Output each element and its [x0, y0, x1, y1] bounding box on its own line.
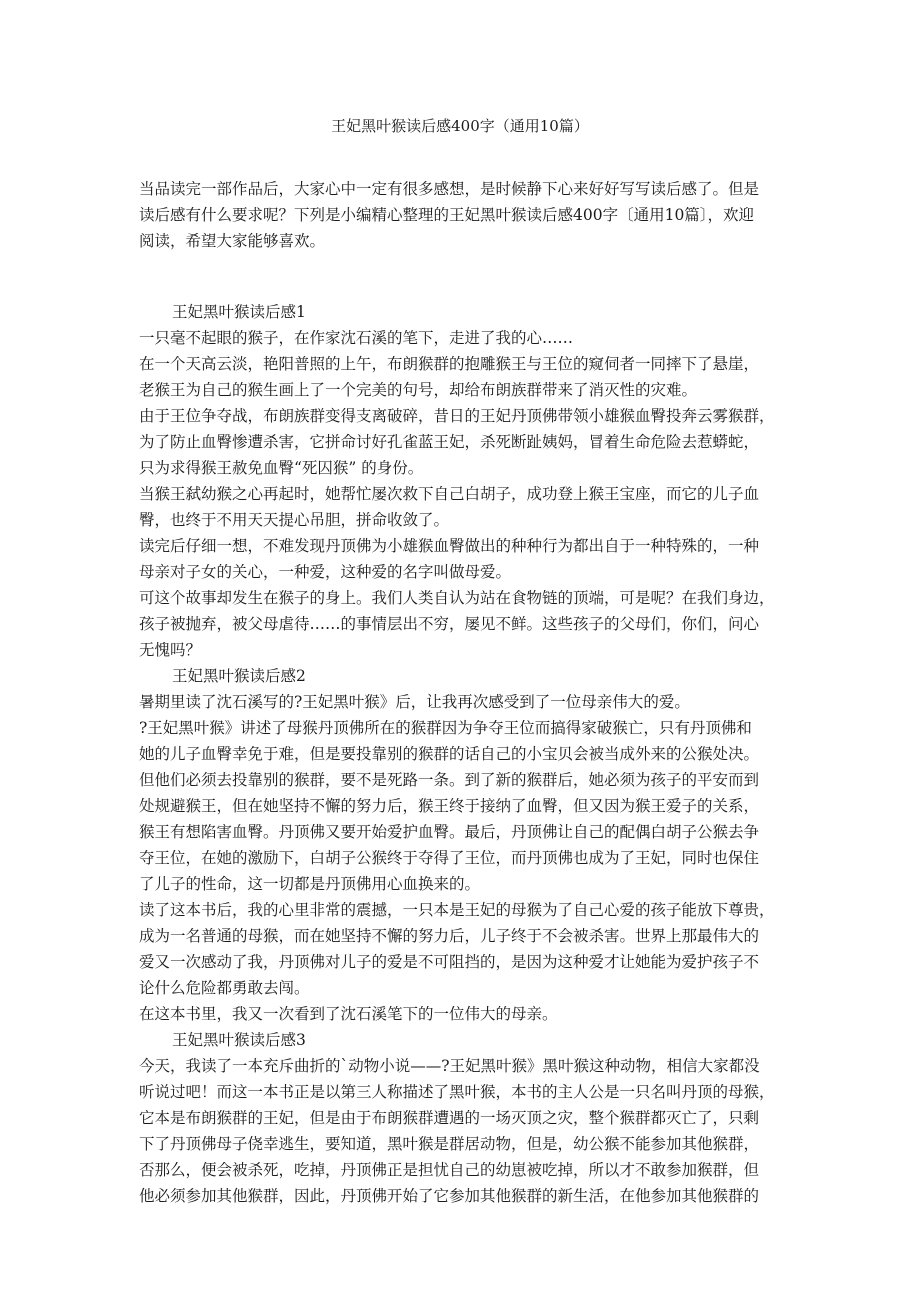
body-line: 今天，我读了一本充斥曲折的`动物小说——?王妃黑叶猴》黑叶猴这种动物，相信大家都没 — [139, 1057, 760, 1075]
document-title: 王妃黑叶猴读后感400字（通用10篇） — [331, 117, 589, 135]
body-line: 为了防止血臀惨遭杀害，它拼命讨好孔雀蓝王妃，杀死断趾姨妈，冒着生命危险去惹蟒蛇， — [139, 433, 760, 451]
body-line: 可这个故事却发生在猴子的身上。我们人类自认为站在食物链的顶端，可是呢？在我们身边， — [139, 589, 775, 607]
body-line: 在这本书里，我又一次看到了沈石溪笔下的一位伟大的母亲。 — [139, 1005, 558, 1023]
body-line: 由于王位争夺战，布朗族群变得支离破碎，昔日的王妃丹顶佛带领小雄猴血臀投奔云雾猴群， — [139, 407, 775, 425]
body-line: 孩子被抛弃，被父母虐待……的事情层出不穷，屡见不鲜。这些孩子的父母们，你们，问心 — [139, 615, 760, 633]
intro-line: 阅读，希望大家能够喜欢。 — [139, 232, 326, 250]
section-heading: 王妃黑叶猴读后感3 — [172, 1031, 306, 1049]
body-line: 但他们必须去投靠别的猴群，要不是死路一条。到了新的猴群后，她必须为孩子的平安而到 — [139, 771, 760, 789]
body-line: 夺王位，在她的激励下，白胡子公猴终于夺得了王位，而丹顶佛也成为了王妃，同时也保住 — [139, 849, 760, 867]
body-line: 老猴王为自己的猴生画上了一个完美的句号，却给布朗族群带来了消灭性的灾难。 — [139, 381, 698, 399]
body-line: 她的儿子血臀幸免于难，但是要投靠别的猴群的话自己的小宝贝会被当成外来的公猴处决。 — [139, 745, 760, 763]
body-line: 当猴王弑幼猴之心再起时，她帮忙屡次救下自己白胡子，成功登上猴王宝座，而它的儿子血 — [139, 485, 760, 503]
body-line: 暑期里读了沈石溪写的?王妃黑叶猴》后，让我再次感受到了一位母亲伟大的爱。 — [139, 693, 690, 711]
body-line: 论什么危险都勇敢去闯。 — [139, 979, 310, 997]
section-heading: 王妃黑叶猴读后感1 — [172, 303, 306, 321]
body-line: 一只毫不起眼的猴子，在作家沈石溪的笔下，走进了我的心…… — [139, 329, 574, 347]
body-line: 否那么，便会被杀死，吃掉，丹顶佛正是担忧自己的幼崽被吃掉，所以才不敢参加猴群，但 — [139, 1161, 760, 1179]
body-line: 猴王有想陷害血臀。丹顶佛又要开始爱护血臀。最后，丹顶佛让自己的配偶白胡子公猴去争 — [139, 823, 760, 841]
body-line: 读了这本书后，我的心里非常的震撼，一只本是王妃的母猴为了自己心爱的孩子能放下尊贵， — [139, 901, 775, 919]
intro-line: 当品读完一部作品后，大家心中一定有很多感想，是时候静下心来好好写写读后感了。但是 — [139, 180, 760, 198]
intro-line: 读后感有什么要求呢？下列是小编精心整理的王妃黑叶猴读后感400字〔通用10篇〕，欢迎 — [139, 206, 755, 224]
paragraph-gap — [139, 254, 799, 299]
body-line: 母亲对子女的关心，一种爱，这种爱的名字叫做母爱。 — [139, 563, 512, 581]
body-line: 读完后仔细一想，不难发现丹顶佛为小雄猴血臀做出的种种行为都出自于一种特殊的，一种 — [139, 537, 760, 555]
body-line: 成为一名普通的母猴，而在她坚持不懈的努力后，儿子终于不会被杀害。世界上那最伟大的 — [139, 927, 760, 945]
body-line: 下了丹顶佛母子侥幸逃生，要知道，黑叶猴是群居动物，但是，幼公猴不能参加其他猴群， — [139, 1135, 760, 1153]
body-line: 只为求得猴王赦免血臀“死囚猴” 的身份。 — [139, 459, 424, 477]
body-line: 了儿子的性命，这一切都是丹顶佛用心血换来的。 — [139, 875, 481, 893]
body-line: 它本是布朗猴群的王妃，但是由于布朗猴群遭遇的一场灭顶之灾，整个猴群都灭亡了，只剩 — [139, 1109, 760, 1127]
body-line: 无愧吗？ — [139, 641, 202, 659]
body-line: ?王妃黑叶猴》讲述了母猴丹顶佛所在的猴群因为争夺王位而搞得家破猴亡，只有丹顶佛和 — [139, 719, 752, 737]
section-heading: 王妃黑叶猴读后感2 — [172, 667, 306, 685]
body-line: 听说过吧！而这一本书正是以第三人称描述了黑叶猴，本书的主人公是一只名叫丹顶的母猴， — [139, 1083, 775, 1101]
body-line: 臀，也终于不用天天提心吊胆，拼命收敛了。 — [139, 511, 450, 529]
document-body — [139, 176, 799, 1209]
body-line: 在一个天高云淡，艳阳普照的上午，布朗猴群的抱雕猴王与王位的窥伺者一同摔下了悬崖， — [139, 355, 760, 373]
body-line: 爱又一次感动了我，丹顶佛对儿子的爱是不可阻挡的，是因为这种爱才让她能为爱护孩子不 — [139, 953, 760, 971]
body-line: 处规避猴王，但在她坚持不懈的努力后，猴王终于接纳了血臀，但又因为猴王爱子的关系， — [139, 797, 760, 815]
body-line: 他必须参加其他猴群，因此，丹顶佛开始了它参加其他猴群的新生活，在他参加其他猴群的 — [139, 1187, 760, 1205]
